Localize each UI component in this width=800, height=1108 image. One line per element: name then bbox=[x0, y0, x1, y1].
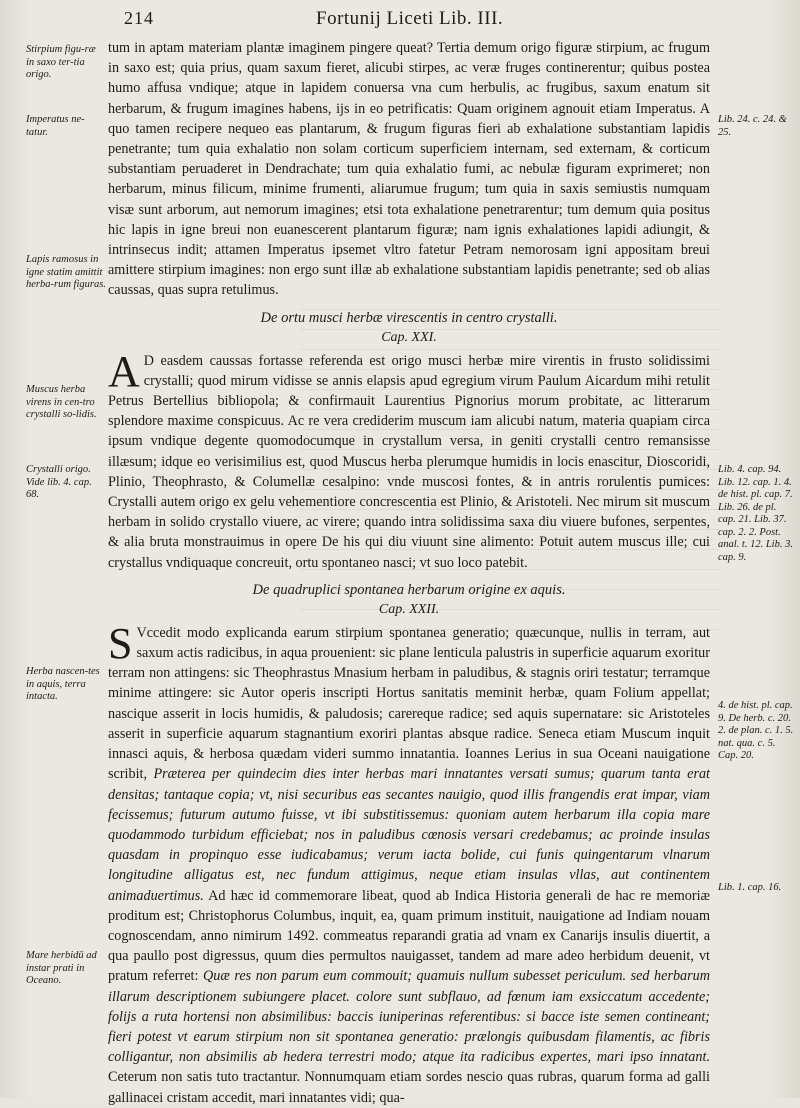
margin-note-left: Mare herbidū ad instar prati in Oceano. bbox=[26, 950, 97, 986]
margin-note-left: Muscus herba virens in cen-tro crystalli so-lidis. bbox=[26, 384, 97, 420]
paragraph-text: Vccedit modo explicanda earum stirpium spontanea generatio; quæcunque, nullis in terram, aut saxum actis radicibus, in aqua prouenient: sic plane lenticula palustris in superficie aquarum exoritur terram non attingens: sic Theophrastus Mnasium herbam in paludibus, & stagnis oriri testatur; terramque minime attingere: sic Autor operis inscripti Hortus sanitatis meminit herbæ, quam Folium appellat; nascique asserit in locis humidis, & paludosis; carereque radice; sed aquis supernatare: sic Aristoteles asserit in superficie aquarum stagnantium exoriri plantas absque radice. Seneca etiam Muscum inquit innasci aquis, & herbosa quædam videri summo innatantia. Ioannes Lerius in sua Oceani nauigatione scribit, bbox=[108, 624, 710, 783]
drop-cap: A bbox=[108, 346, 140, 396]
paragraph bbox=[108, 346, 710, 573]
margin-note-right: Lib. 4. cap. 94. Lib. 12. cap. 1. 4. de hist. pl. cap. 7. Lib. 26. de pl. cap. 21. Lib. 37. cap. 2. 2. Post. anal. t. 12. Lib. 3. cap. 9. bbox=[718, 464, 793, 563]
paragraph: tum in aptam materiam plantæ imaginem pingere queat? Tertia demum origo figuræ stirpium, ac frugum in saxo est; quia prius, quam saxum fieret, alicubi stirpes, ac veræ fruges continerentur; quibus postea humo affusa vndique; atque in lapidem conuersa vna cum herbulis, ac frugibus, saxum enatum sit herbarum, & frugum imagines habens, ijs in eo petrificatis: Quam originem agnouit etiam Imperatus. A quo tamen recipere nequeo eas plantarum, & frugum figuras fieri ab exhalatione substantiam lapidis penetrante; tum quia exhalatio non solam corticum superficiem internam, sed externam, & corticum substantiam peruaderet in Dendrachate; tum quia exhalatio fumi, ac nebulæ figuram exprimeret; non herbarum, minus filicum, minime frumenti, aliarumue frugum; tum quia in saxis semiustis numquam visæ sunt arborum, aut nemorum imagines; etsi tota exhalatione penetrarentur; tum demum quia positus hic lapis in igne breui non euanescerent plantarum figuræ; nam ignis exhalationes lapidi adiungit, & intrinsecus indit; attamen Imperatus ipsemet vltro fatetur Petram nemorosam igni appositam breui amittere stirpium imagines: non ergo sunt illæ ab exhalatione substantiam lapidis penetrante; sed ob alias caussas, quas supra retulimus. bbox=[108, 40, 710, 299]
margin-note-right: Lib. 1. cap. 16. bbox=[718, 882, 782, 893]
chapter-number: Cap. XXI. bbox=[381, 329, 437, 345]
main-text-column bbox=[108, 38, 710, 1108]
paragraph bbox=[108, 618, 711, 1108]
margin-note-left: Imperatus ne-tatur. bbox=[26, 114, 85, 138]
margin-note-left: Herba nascen-tes in aquis, terra intacta. bbox=[26, 666, 100, 702]
page-header bbox=[0, 6, 800, 36]
margin-note-left: Lapis ramosus in igne statim amittit herba-rum figuras. bbox=[26, 254, 106, 290]
running-title: Fortunij Liceti Lib. III. bbox=[316, 8, 504, 29]
margin-note-right: 4. de hist. pl. cap. 9. De herb. c. 20. 2. de plan. c. 1. 5. nat. qua. c. 5. Cap. 20. bbox=[718, 700, 794, 761]
chapter-number: Cap. XXII. bbox=[378, 601, 440, 617]
page-number: 214 bbox=[124, 8, 154, 28]
chapter-heading: De ortu musci herbæ virescentis in centro crystalli. bbox=[260, 309, 558, 326]
paragraph-text: D easdem caussas fortasse referenda est origo musci herbæ mire virentis in frusto solidissimi crystalli; quod mirum vidisse se annis elapsis apud egregium virum Paulum Aicardum mihi retulit Petrus Bertellius bibliopola; & confirmauit Laurentius Pignorius morum probitate, ac litterarum splendore maxime conspicuus. Ac re vera crediderim muscum iam alicubi natum, materia quapiam circa ipsum vndique degente quomodocumque in crystallum versa, in geniti crystalli centro remansisse illæsum; idque eo verisimilius est, quod Muscus herba plerumque humidis in locis enascitur, Dioscoridi, Plinio, Theophrasto, & Columellæ cesalpino: vnde muscosi fontes, & in antris rorulentis pumices: Crystalli autem origo ex gelu vehementiore concrescentia est Plinio, & Aristoteli. Nec mirum sit muscum herbam in solido crystallo viuere, ac virere; quando intra solidissima saxa diu viuere bufones, serpentes, & alia bruta monstrauimus in opere De his qui diu viuunt sine alimento: Potuit autem muscus ille; cui crystallus vndiquaque concreuit, ortu spontaneo nasci; vt suo loco patebit. bbox=[108, 352, 710, 571]
quotation: Præterea per quindecim dies inter herbas mari innatantes versati sumus; quarum tanta erat densitas; tantaque copia; vt, nisi securibus eas secantes nauigio, quod illis frangendis erat impar, viam fecissemus; futurum autumo fuisse, vt ibi substitissemus: quoniam autem herbarum illa copia mare quodammodo turbidum efficiebat; nos in paludibus cœnosis versari credebamus; ac proinde insulas quasdam in propinquo esse iudicabamus; verum iacta bolide, cui funis quingentarum vlnarum longitudine alligatus est, nec fundum attigimus, neque etiam insulas vllas, aut continentem animaduertimus. bbox=[108, 766, 711, 904]
quotation: Quæ res non parum eum commouit; quamuis nullum subesset periculum. sed herbarum illarum descriptionem subiungere placet. colore sunt subflauo, ad fœnum iam exsiccatum accedente; folijs a ruta hortensi non absimilibus: baccis iuniperinas referentibus: si bacce iste semen contineant; fieri potest vt earum stirpium non sit spontanea generatio: prælongis quibusdam filamentis, ac fibris colligantur, non absimilis ab hedera terrestri modo; atque ita radicibus expertes, mari ipso innatant. bbox=[108, 968, 711, 1066]
chapter-heading: De quadruplici spontanea herbarum origine ex aquis. bbox=[252, 581, 566, 598]
paragraph-text: Ceterum non satis tuto tractantur. Nonnumquam etiam sordes nescio quas rubras, quarum forma ad galli gallinacei cristam accedit, mari innatantes vidi; qua- bbox=[108, 1069, 710, 1106]
margin-note-left: Stirpium figu-ræ in saxo ter-tia origo. bbox=[26, 44, 96, 80]
margin-note-left: Crystalli origo. Vide lib. 4. cap. 68. bbox=[26, 464, 92, 500]
paragraph-text: Ad hæc id commemorare libeat, quod ab Indica Historia generali de hac re memoriæ proditum est; Christophorus Columbus, inquit, ea, quam primum instituit, nauigatione ad Indiam nouam cognoscendam, anno nimirum 1492. commeatus reparandi gratia ad vnam ex Canarijs insulis diuertit, a qua paullo post digressus, quum dies permultos nauigasset, tandem ad mare adeo herbidum deuenit, vt pratum referret: bbox=[108, 887, 710, 985]
drop-cap: S bbox=[108, 618, 133, 668]
margin-note-right: Lib. 24. c. 24. & 25. bbox=[718, 114, 787, 138]
